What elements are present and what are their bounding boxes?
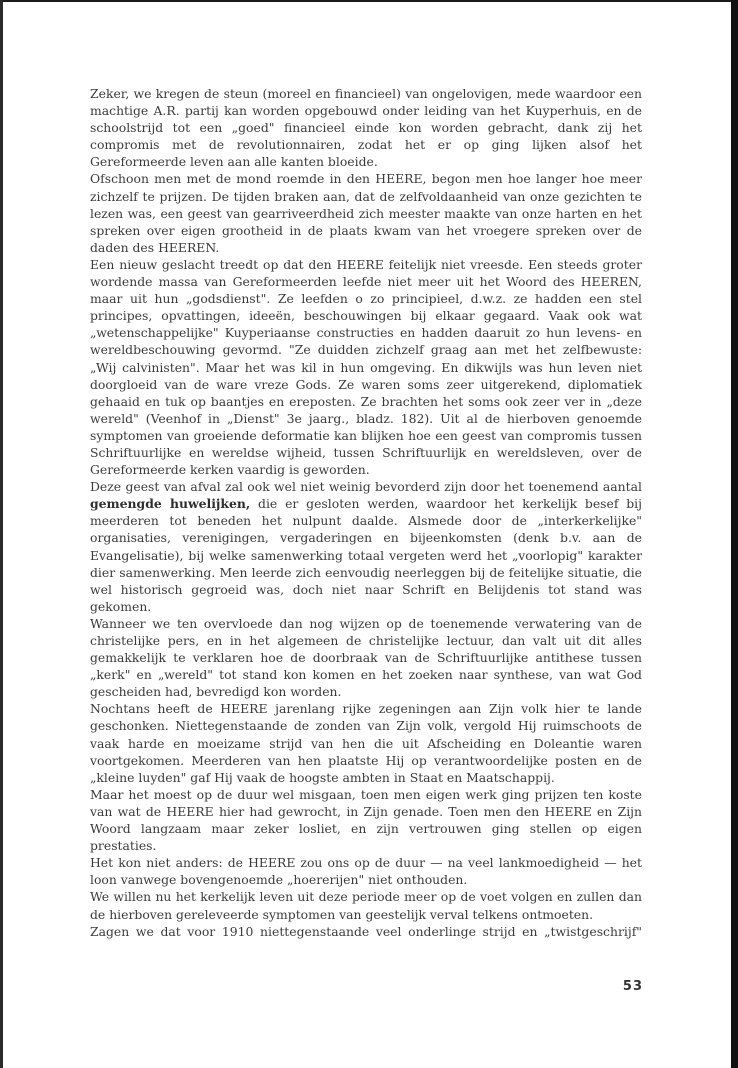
- paragraph-2: Ofschoon men met de mond roemde in den HEERE, begon men hoe langer hoe meer zichzelf te prijzen. De tijden braken aan, dat de zelfvoldaanheid van onze gezichten te lezen was, een geest van gearriveerdheid zich meester maakte van onze harten en het spreken over eigen grootheid in de plaats kwam van het vroegere spreken over de daden des HEEREN.: [90, 171, 642, 255]
- paragraph-4: [90, 478, 642, 615]
- scan-right-edge: [731, 0, 738, 1068]
- paper-sheet: [3, 2, 731, 1068]
- paragraph-1: Zeker, we kregen de steun (moreel en financieel) van ongelovigen, mede waardoor een machtige A.R. partij kan worden opgebouwd onder leiding van het Kuyperhuis, en de schoolstrijd tot een „goed" financieel einde kon worden gebracht, dank zij het compromis met de revolutionnairen, zodat het er op ging lijken alsof het Gereformeerde leven aan alle kanten bloeide.: [90, 86, 642, 170]
- paragraph-4-lead: Deze geest van afval zal ook wel niet weinig bevorderd zijn door het toenemend: [90, 479, 599, 495]
- paragraph-4-pre: aantal: [602, 479, 642, 495]
- emphasis-mixed-marriages: gemengde huwelijken,: [90, 496, 251, 512]
- paragraph-8: Het kon niet anders: de HEERE zou ons op de duur — na veel lankmoedigheid — het loon vanwege bovengenoemde „hoererijen" niet onthouden.: [90, 855, 642, 888]
- body-text: [90, 85, 642, 940]
- paragraph-4-rest: die er gesloten werden, waardoor het kerkelijk besef bij meerderen tot beneden het nulpunt daalde. Alsmede door de „interkerkelijke" organisaties, verenigingen, vergaderingen en bijeenkomsten (denk b.v. aan de Evangelisatie), bij welke samenwerking totaal vergeten werd het „voorlopig" karakter dier samenwerking. Men leerde zich eenvoudig neerleggen bij de feitelijke situatie, die wel historisch gegroeid was, doch niet naar Schrift en Belijdenis tot stand was gekomen.: [90, 496, 642, 614]
- paragraph-3: Een nieuw geslacht treedt op dat den HEERE feitelijk niet vreesde. Een steeds groter wordende massa van Gereformeerden leefde niet meer uit het Woord des HEEREN, maar uit hun „godsdienst". Ze leefden o zo principieel, d.w.z. ze hadden een stel principes, opvattingen, ideeën, beschouwingen bij elkaar gegaard. Vaak ook wat „wetenschappelijke" Kuyperiaanse constructies en hadden daaruit zo hun levens- en wereldbeschouwing gevormd. "Ze duidden zichzelf graag aan met het zelfbewuste: „Wij calvinisten". Maar het was kil in hun omgeving. En dikwijls was hun leven niet doorgloeid van de ware vreze Gods. Ze waren soms zeer uitgerekend, diplomatiek gehaaid en tuk op baantjes en ereposten. Ze brachten het soms ook zeer ver in „deze wereld" (Veenhof in „Dienst" 3e jaarg., bladz. 182). Uit al de hierboven genoemde symptomen van groeiende deformatie kan blijken hoe een geest van compromis tussen Schriftuurlijke en wereldse wijheid, tussen Schriftuurlijk en wereldsleven, over de Gereformeerde kerken vaardig is geworden.: [90, 256, 642, 478]
- scan-top-edge: [0, 0, 738, 2]
- page-number: 53: [622, 979, 643, 994]
- paragraph-5: Wanneer we ten overvloede dan nog wijzen op de toenemende verwatering van de christelijke pers, en in het algemeen de christelijke lectuur, dan valt uit dit alles gemakkelijk te verklaren hoe de doorbraak van de Schriftuurlijke antithese tussen „kerk" en „wereld" tot stand kon komen en het zoeken naar synthese, van wat God gescheiden had, bevredigd kon worden.: [90, 615, 642, 700]
- paragraph-9: We willen nu het kerkelijk leven uit deze periode meer op de voet volgen en zullen dan de hierboven gereleveerde symptomen van geestelijk verval telkens ontmoeten.: [90, 889, 642, 922]
- paragraph-6: Nochtans heeft de HEERE jarenlang rijke zegeningen aan Zijn volk hier te lande geschonken. Niettegenstaande de zonden van Zijn volk, vergold Hij ruimschoots de vaak harde en moeizame strijd van hen die uit Afscheiding en Doleantie waren voortgekomen. Meerderen van hen plaatste Hij op verantwoordelijke posten en de „kleine luyden" gaf Hij vaak de hoogste ambten in Staat en Maatschappij.: [90, 701, 642, 785]
- paragraph-7: Maar het moest op de duur wel misgaan, toen men eigen werk ging prijzen ten koste van wat de HEERE hier had gewrocht, in Zijn genade. Toen men den HEERE en Zijn Woord langzaam maar zeker losliet, en zijn vertrouwen ging stellen op eigen prestaties.: [90, 786, 642, 854]
- scan-left-edge: [0, 0, 3, 1068]
- paragraph-10: Zagen we dat voor 1910 niettegenstaande veel onderlinge strijd en „twistgeschrijf": [90, 923, 642, 939]
